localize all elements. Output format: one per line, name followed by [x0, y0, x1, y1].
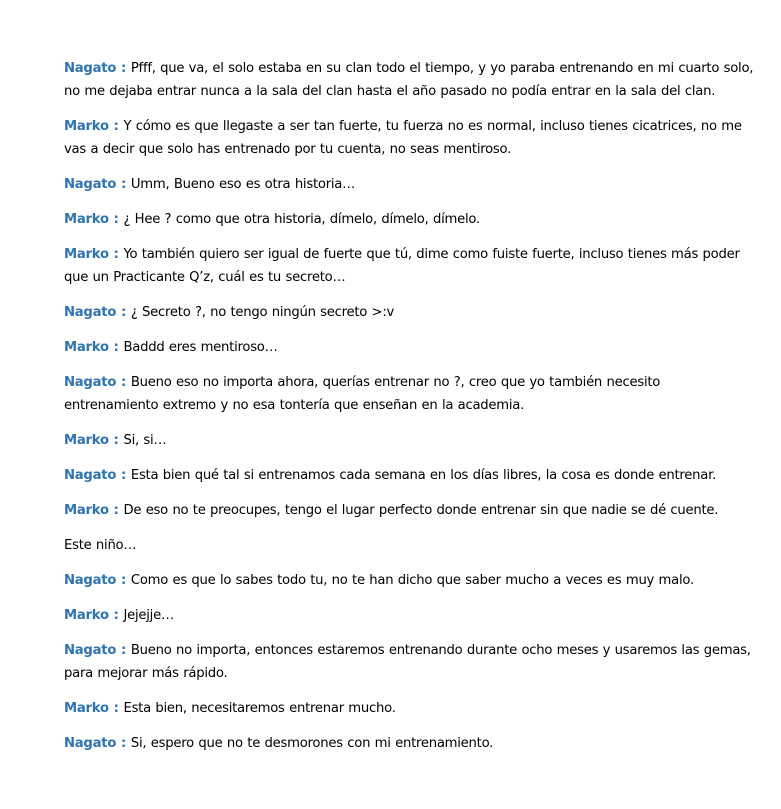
dialogue-line — [64, 115, 754, 161]
speaker-name: Marko — [64, 433, 109, 448]
speaker-name: Marko — [64, 119, 109, 134]
dialogue-text: Bueno no importa, entonces estaremos entrenando durante ocho meses y usaremos las gemas, para mejorar más rápido. — [64, 643, 751, 681]
dialogue-text: Si, espero que no te desmorones con mi entrenamiento. — [130, 736, 494, 751]
dialogue-line — [64, 732, 754, 755]
speaker-separator: : — [116, 177, 131, 192]
dialogue-text: Yo también quiero ser igual de fuerte que tú, dime como fuiste fuerte, incluso tienes más poder que un Practicante Q’z, cuál es tu secreto… — [64, 247, 740, 285]
speaker-separator: : — [116, 375, 131, 390]
dialogue-text: Si, si… — [123, 433, 167, 448]
dialogue-line — [64, 208, 754, 231]
speaker-name: Marko — [64, 212, 109, 227]
dialogue-line — [64, 371, 754, 417]
speaker-name: Nagato — [64, 305, 117, 320]
dialogue-text: ¿ Hee ? como que otra historia, dímelo, dímelo, dímelo. — [123, 212, 480, 227]
speaker-name: Nagato — [64, 643, 117, 658]
speaker-name: Nagato — [64, 61, 117, 76]
narration-text: Este niño… — [64, 538, 137, 553]
dialogue-line — [64, 336, 754, 359]
dialogue-line — [64, 604, 754, 627]
speaker-name: Marko — [64, 247, 109, 262]
dialogue-text: Y cómo es que llegaste a ser tan fuerte, tu fuerza no es normal, incluso tienes cicatrices, no me vas a decir que solo has entrenado por tu cuenta, no seas mentiroso. — [64, 119, 742, 157]
speaker-name: Marko — [64, 701, 109, 716]
speaker-separator: : — [108, 503, 124, 518]
speaker-separator: : — [108, 119, 124, 134]
dialogue-text: De eso no te preocupes, tengo el lugar perfecto donde entrenar sin que nadie se dé cuente. — [123, 503, 719, 518]
dialogue-line — [64, 697, 754, 720]
speaker-separator: : — [116, 643, 131, 658]
dialogue-text: Esta bien qué tal si entrenamos cada semana en los días libres, la cosa es donde entrenar. — [130, 468, 717, 483]
speaker-separator: : — [116, 573, 131, 588]
speaker-separator: : — [108, 608, 124, 623]
narration-line — [64, 534, 754, 557]
dialogue-line — [64, 173, 754, 196]
dialogue-text: ¿ Secreto ?, no tengo ningún secreto >:v — [130, 305, 395, 320]
dialogue-line — [64, 639, 754, 685]
dialogue-text: Como es que lo sabes todo tu, no te han dicho que saber mucho a veces es muy malo. — [130, 573, 694, 588]
dialogue-line — [64, 57, 754, 103]
speaker-separator: : — [116, 468, 131, 483]
dialogue-line — [64, 429, 754, 452]
speaker-name: Nagato — [64, 736, 117, 751]
dialogue-line — [64, 243, 754, 289]
speaker-separator: : — [108, 433, 124, 448]
dialogue-text: Baddd eres mentiroso… — [123, 340, 278, 355]
speaker-separator: : — [108, 340, 124, 355]
speaker-separator: : — [108, 701, 124, 716]
speaker-name: Nagato — [64, 177, 117, 192]
dialogue-text: Esta bien, necesitaremos entrenar mucho. — [123, 701, 396, 716]
speaker-name: Marko — [64, 340, 109, 355]
speaker-separator: : — [116, 305, 131, 320]
dialogue-text: Jejejje… — [123, 608, 174, 623]
dialogue-line — [64, 464, 754, 487]
dialogue-text: Umm, Bueno eso es otra historia… — [130, 177, 356, 192]
speaker-separator: : — [108, 247, 124, 262]
dialogue-line — [64, 569, 754, 592]
document-page — [64, 57, 754, 767]
speaker-name: Nagato — [64, 468, 117, 483]
speaker-separator: : — [116, 61, 131, 76]
speaker-separator: : — [116, 736, 131, 751]
dialogue-line — [64, 301, 754, 324]
speaker-name: Nagato — [64, 375, 117, 390]
speaker-name: Marko — [64, 503, 109, 518]
speaker-name: Marko — [64, 608, 109, 623]
dialogue-text: Pfff, que va, el solo estaba en su clan todo el tiempo, y yo paraba entrenando en mi cuarto solo, no me dejaba entrar nunca a la sala del clan hasta el año pasado no podía entrar en la sala del clan. — [64, 61, 754, 99]
dialogue-line — [64, 499, 754, 522]
dialogue-text: Bueno eso no importa ahora, querías entrenar no ?, creo que yo también necesito entrenamiento extremo y no esa tontería que enseñan en la academia. — [64, 375, 661, 413]
speaker-separator: : — [108, 212, 124, 227]
speaker-name: Nagato — [64, 573, 117, 588]
